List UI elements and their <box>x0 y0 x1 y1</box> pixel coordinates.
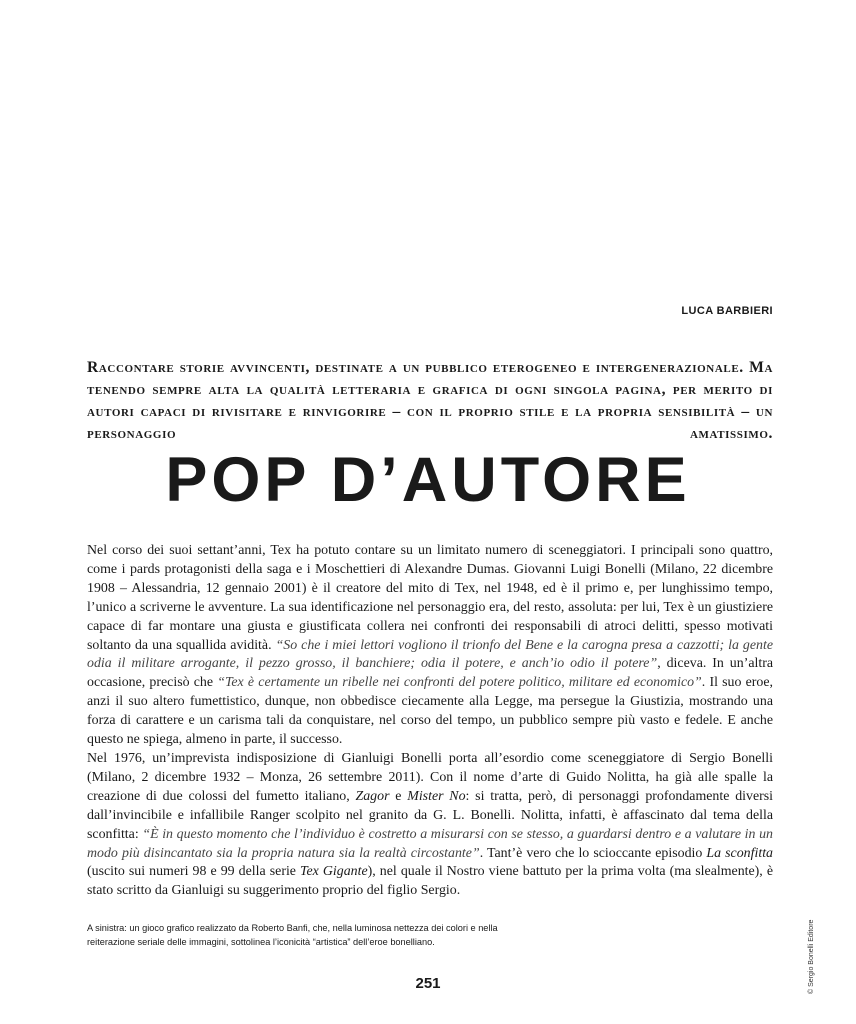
p1-quote-1: “So che i miei lettori vogliono il trionfo del Bene e la carogna presa a cazzotti; la gente odia il militare arrogante, il pezzo grosso, il banchiere; odia il potere, e anch’io odio il potere” <box>87 637 773 672</box>
p2-text-4: (uscito sui numeri 98 e 99 della serie <box>87 864 301 880</box>
p1-text-1: Nel corso dei suoi settant’anni, Tex ha potuto contare su un limitato numero di sceneggiatori. I principali sono quattro, come i pards protagonisti della saga e i Moschettieri di Alexandre Dumas. Giovanni Luigi Bonelli (Milano, 22 dicembre 1908 – Alessandria, 12 gennaio 2001) è il creatore del mito di Tex, nel 1948, ed è il primo e, per lunghissimo tempo, l’unico a scriverne le avventure. La sua identificazione nel personaggio era, del resto, assoluta: per lui, Tex è un giustiziere capace di far montare una giusta e giustificata collera nei confronti dei responsabili di atroci delitti, spesso motivati soltanto da una squallida avidità. <box>87 543 773 653</box>
copyright-credit: © Sergio Bonelli Editore <box>808 919 815 994</box>
p2-text-5: ), nel quale il Nostro viene battuto per la prima volta (ma slealmente), è stato scritto da Gianluigi su suggerimento proprio del figlio Sergio. <box>87 864 773 899</box>
article-body <box>87 542 773 901</box>
p2-quote: “È in questo momento che l’individuo è costretto a misurarsi con se stesso, a guardarsi dentro e a valutare in un modo più disincantato sia la propria natura sia la realtà circostante” <box>87 826 773 861</box>
page-number: 251 <box>415 975 441 992</box>
p2-and: e <box>389 788 408 804</box>
p2-title-sconfitta: La sconfitta <box>706 845 773 861</box>
p2-text-2: : si tratta, però, di personaggi profondamente diversi dall’invincibile e infallibile Ranger scolpito nel granito da G. L. Bonelli. Nolitta, infatti, è affascinato dal tema della sconfitta: <box>87 788 774 842</box>
body-paragraph-2 <box>87 750 773 901</box>
p2-title-texgigante: Tex Gigante <box>300 864 368 880</box>
p2-text-1: Nel 1976, un’imprevista indisposizione di Gianluigi Bonelli porta all’esordio come sceneggiatore di Sergio Bonelli (Milano, 2 dicembre 1932 – Monza, 26 settembre 2011). Con il nome d’arte di Guido Nolitta, ha già alle spalle la creazione di due colossi del fumetto italiano, <box>87 750 773 804</box>
author-name: LUCA BARBIERI <box>681 305 773 317</box>
p2-title-zagor: Zagor <box>355 788 390 804</box>
body-paragraph-1 <box>87 542 773 750</box>
p1-text-3: . Il suo eroe, anzi il suo altero fumettistico, dunque, non obbedisce ciecamente alla Legge, ma persegue la Giustizia, mostrando una forza di carattere e un carisma tali da conquistare, nel corso del tempo, un pubblico sempre più vasto e fedele. E anche questo ne spiega, almeno in parte, il successo. <box>87 675 774 748</box>
intro-paragraph: Raccontare storie avvincenti, destinate a un pubblico eterogeneo e intergenerazionale. Ma tenendo sempre alta la qualità letteraria e grafica di ogni singola pagina, per merito di autori capaci di rivisitare e rinvigorire – con il proprio stile e la propria sensibilità – un personaggio amatissimo. <box>87 359 773 442</box>
p1-quote-2: “Tex è certamente un ribelle nei confronti del potere politico, militare ed economico” <box>217 675 702 691</box>
image-caption: A sinistra: un gioco grafico realizzato da Roberto Banfi, che, nella luminosa nettezza dei colori e nella reiterazione seriale delle immagini, sottolinea l’iconicità “artistica” dell’eroe bonelliano. <box>87 923 498 947</box>
p1-text-2: , diceva. In un’altra occasione, precisò che <box>87 656 773 691</box>
p2-text-3: . Tant’è vero che lo scioccante episodio <box>479 845 707 861</box>
p2-title-misterno: Mister No <box>407 788 466 804</box>
article-title: POP D’AUTORE <box>165 445 691 515</box>
